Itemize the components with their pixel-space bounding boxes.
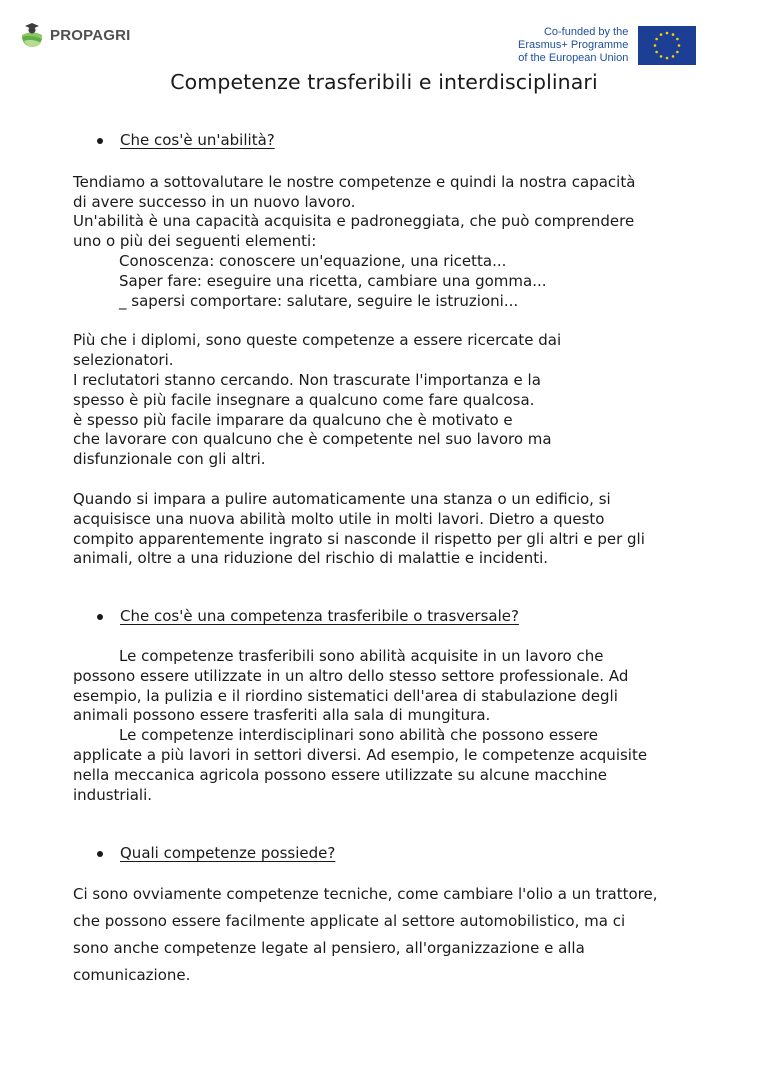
section-heading-quali-competenze: Quali competenze possiede? [97,844,713,864]
paragraph: Le competenze trasferibili sono abilità acquisite in un lavoro che possono essere utilizzate in un altro dello stesso settore professionale. Ad esempio, la pulizia e il riordino sistematici dell'area di stabulazione degli animali possono essere trasferiti alla sala di mungitura. [73,646,629,725]
paragraph: Le competenze interdisciplinari sono abilità che possono essere applicate a più lavori in settori diversi. Ad esempio, le competenze acquisite nella meccanica agricola possono essere utilizzate su alcune macchine industriali. [73,726,648,804]
paragraph: Più che i diplomi, sono queste competenze a essere ricercate dai selezionatori. I reclutatori stanno cercando. Non trascurate l'importanza e la spesso è più facile insegnare a qualcuno come fare qualcosa. è spesso più facile imparare da qualcuno che è motivato e che lavorare con qualcuno che è competente nel suo lavoro ma disfunzionale con gli altri. [73,331,562,469]
propagri-logo [20,22,131,48]
logo-text: PROPAGRI [50,26,131,44]
list-item: Conoscenza: conoscere un'equazione, una ricetta... [119,251,507,270]
eu-cofunding-text: Co-funded by the Erasmus+ Programme of the European Union [518,26,629,64]
document-body [73,131,713,989]
list-item: _ sapersi comportare: salutare, seguire le istruzioni... [119,291,519,310]
bullet-icon [97,851,103,857]
bullet-icon [97,614,103,620]
skill-elements-list [73,252,713,311]
section-heading-competenza-trasferibile: Che cos'è una competenza trasferibile o trasversale? [97,607,713,627]
eu-flag-icon [638,26,696,65]
erasmus-cofunding-badge [518,26,696,65]
section-heading-abilita: Che cos'è un'abilità? [97,131,713,151]
page-header [0,0,768,72]
page-title: Competenze trasferibili e interdisciplinari [170,70,598,94]
paragraph: Quando si impara a pulire automaticamente una stanza o un edificio, si acquisisce una nuova abilità molto utile in molti lavori. Dietro a questo compito apparentemente ingrato si nasconde il rispetto per gli altri e per gli animali, oltre a una riduzione del rischio di malattie e incidenti. [73,489,645,568]
propagri-logo-icon [20,22,44,48]
list-item: Saper fare: eseguire una ricetta, cambiare una gomma... [119,271,547,290]
paragraph: Tendiamo a sottovalutare le nostre competenze e quindi la nostra capacità di avere successo in un nuovo lavoro. Un'abilità è una capacità acquisita e padroneggiata, che può comprendere uno o più dei seguenti elementi: [73,172,636,251]
bullet-icon [97,138,103,144]
paragraph: Ci sono ovviamente competenze tecniche, come cambiare l'olio a un trattore, che possono essere facilmente applicate al settore automobilistico, ma ci sono anche competenze legate al pensiero, all'organizzazione e alla comunicazione. [73,885,658,985]
